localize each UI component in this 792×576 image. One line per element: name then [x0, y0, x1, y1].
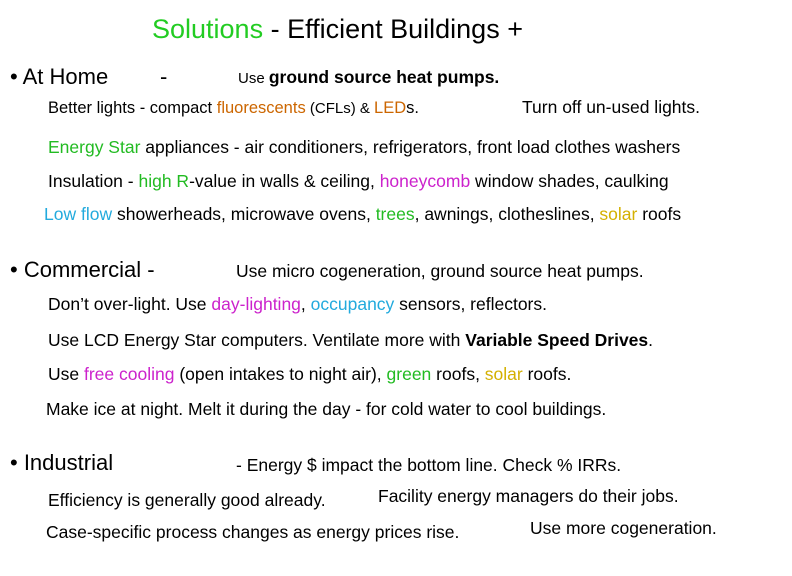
bullet-commercial: • Commercial - [10, 257, 155, 282]
commercial-line-lighting: Don’t over-light. Use day-lighting, occupancy sensors, reflectors. [48, 294, 548, 314]
home-turn-off-lights: Turn off un-used lights. [522, 97, 701, 117]
industrial-head: - Energy $ impact the bottom line. Check % IRRs. [236, 455, 622, 475]
industrial-line-efficiency: Efficiency is generally good already. [48, 490, 326, 510]
bullet-industrial: • Industrial [10, 450, 114, 475]
commercial-line-cooling: Use free cooling (open intakes to night air), green roofs, solar roofs. [48, 364, 572, 384]
title-solutions: Solutions [152, 14, 264, 44]
home-line-appliances: Energy Star appliances - air conditioners, refrigerators, front load clothes washers [48, 137, 681, 157]
home-heat-pumps: Use ground source heat pumps. [238, 67, 500, 87]
home-line-lights: Better lights - compact fluorescents (CFLs) & LEDs. [48, 99, 419, 117]
commercial-head: Use micro cogeneration, ground source heat pumps. [236, 261, 644, 281]
title-rest: - Efficient Buildings + [263, 14, 523, 44]
bullet-at-home: • At Home [10, 64, 109, 89]
industrial-line-process: Case-specific process changes as energy prices rise. [46, 522, 460, 542]
industrial-line-cogeneration: Use more cogeneration. [530, 518, 717, 538]
commercial-line-ice: Make ice at night. Melt it during the day - for cold water to cool buildings. [46, 399, 607, 419]
home-line-lowflow: Low flow showerheads, microwave ovens, trees, awnings, clotheslines, solar roofs [44, 204, 682, 224]
slide-title [152, 14, 523, 45]
industrial-line-managers: Facility energy managers do their jobs. [378, 486, 679, 506]
dash-at-home: - [160, 64, 168, 89]
home-line-insulation: Insulation - high R-value in walls & ceiling, honeycomb window shades, caulking [48, 171, 669, 191]
commercial-line-lcd: Use LCD Energy Star computers. Ventilate more with Variable Speed Drives. [48, 330, 654, 350]
